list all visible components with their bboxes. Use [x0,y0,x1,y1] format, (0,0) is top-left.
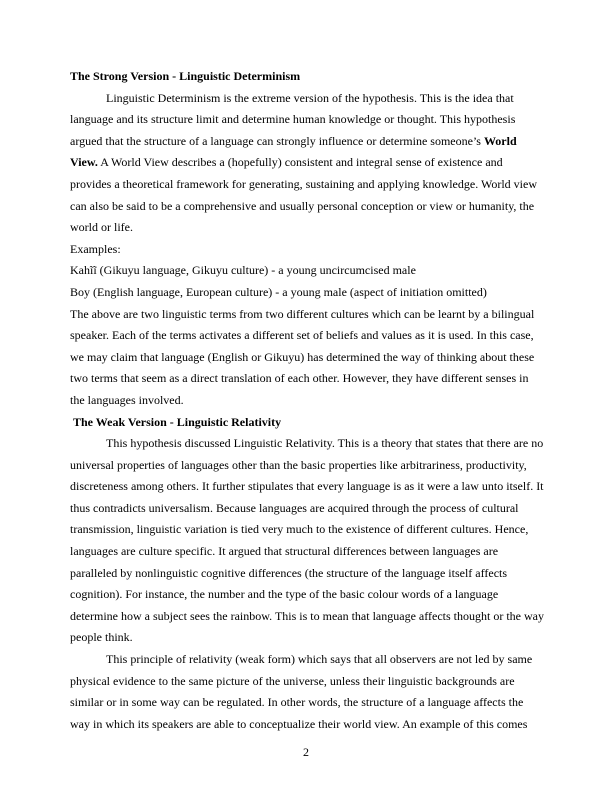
heading-weak-version: The Weak Version - Linguistic Relativity [73,414,282,429]
document-body [70,66,546,735]
paragraph-determinism-text-2: A World View describes a (hopefully) consistent and integral sense of existence and provides a theoretical framework for generating, sustaining and applying knowledge. World view can also be said to be a comprehensive and usually personal conception or view or humanity, the world or life. [70,155,538,235]
example-kahii: Kahĩĩ (Gikuyu language, Gikuyu culture) - a young uncircumcised male [70,263,416,278]
heading-strong-version: The Strong Version - Linguistic Determinism [70,69,301,83]
example-boy: Boy (English language, European culture) - a young male (aspect of initiation omitted) [70,284,487,299]
page-number: 2 [303,745,309,759]
bold-world-view: World View. [70,133,517,170]
paragraph-relativity: This hypothesis discussed Linguistic Relativity. This is a theory that states that there are no universal properties of languages other than the basic properties like arbitrariness, productivity, discreteness among others. It further stipulates that every language is as it were a law unto itself. It thus contradicts universalism. Because languages are acquired through the process of cultural transmission, linguistic variation is tied very much to the existence of different cultures. Hence, languages are culture specific. It argued that structural differences between languages are paralleled by nonlinguistic cognitive differences (the structure of the language itself affects cognition). For instance, the number and the type of the basic colour words of a language determine how a subject sees the rainbow. This is to mean that language affects thought or the way people think. [70,436,544,645]
examples-label: Examples: [70,241,121,256]
paragraph-determinism [70,88,546,239]
paragraph-bilingual: The above are two linguistic terms from two different cultures which can be learnt by a bilingual speaker. Each of the terms activates a different set of beliefs and values as it is used. In this case, we may claim that language (English or Gikuyu) has determined the way of thinking about these two terms that seem as a direct translation of each other. However, they have different senses in the languages involved. [70,306,535,407]
paragraph-principle: This principle of relativity (weak form) which says that all observers are not led by same physical evidence to the same picture of the universe, unless their linguistic backgrounds are similar or in some way can be regulated. In other words, the structure of a language affects the way in which its speakers are able to conceptualize their world view. An example of this comes [70,652,533,731]
paragraph-determinism-text-1: Linguistic Determinism is the extreme version of the hypothesis. This is the idea that language and its structure limit and determine human knowledge or thought. This hypothesis argued that the structure of a language can strongly influence or determine someone’s [70,90,516,148]
